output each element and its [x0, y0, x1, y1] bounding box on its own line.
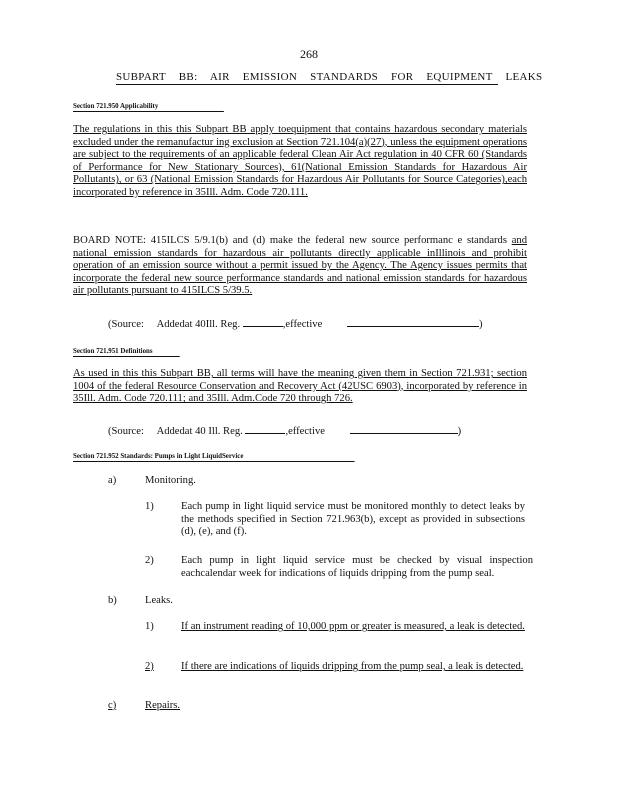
item-b1-label: 1): [145, 621, 154, 632]
source-label: (Source:: [108, 426, 144, 437]
board-note: [73, 235, 527, 298]
source-effective: ,effective: [282, 319, 323, 330]
source-close: ): [457, 426, 462, 437]
source-label: (Source:: [108, 319, 144, 330]
item-b-label: b): [108, 595, 117, 606]
source-added: Addedat 40 Ill. Reg.: [156, 426, 243, 437]
section-heading-721-950: Section 721.950 Applicability: [73, 101, 224, 112]
item-b1-text: If an instrument reading of 10,000 ppm or greater is measured, a leak is detected.: [181, 621, 525, 632]
source-note-721-950: [108, 316, 482, 330]
register-blank: [243, 316, 283, 327]
item-a2-text: Each pump in light liquid service must be checked by visual inspection eachcalendar week for indications of liquids dripping from the pump seal.: [181, 555, 533, 579]
item-a1-text: Each pump in light liquid service must be monitored monthly to detect leaks by the methods specified in Section 721.963(b), except as provided in subsections (d), (e), and (f).: [181, 501, 525, 538]
item-b2-label: 2): [145, 661, 154, 672]
section-heading-721-951: Section 721.951 Definitions: [73, 346, 180, 357]
subpart-title: SUBPART BB: AIR EMISSION STANDARDS FOR EQUIPMENT LEAKS: [116, 71, 543, 83]
item-b-text: Leaks.: [145, 595, 173, 606]
source-added: Addedat 40Ill. Reg.: [156, 319, 241, 330]
date-blank: [350, 423, 458, 434]
definitions-paragraph: As used in this this Subpart BB, all terms will have the meaning given them in Section 721.931; section 1004 of the federal Resource Conservation and Recovery Act (42USC 6903), incorporated by reference in 35Ill. Adm. Code 720.111; and 35Ill. Adm.Code 720 through 726.: [73, 368, 527, 405]
item-a1-label: 1): [145, 501, 154, 512]
item-a-text: Monitoring.: [145, 475, 196, 486]
date-blank: [347, 316, 479, 327]
item-a-label: a): [108, 475, 117, 486]
section-heading-721-952: Section 721.952 Standards: Pumps in Light LiquidService: [73, 451, 355, 462]
item-b2-text: If there are indications of liquids dripping from the pump seal, a leak is detected.: [181, 661, 524, 672]
page-number: 268: [300, 47, 318, 61]
register-blank: [245, 423, 285, 434]
item-c-text: Repairs.: [145, 700, 181, 711]
board-note-body: and national emission standards for hazardous air pollutants directly applicable inIllinois and prohibit operation of an emission source without a permit issued by the Agency. The Agency issues permits that incorporate the federal new source performance standards and national emission standards for hazardous air pollutants pursuant to 415ILCS 5/39.5.: [73, 235, 527, 297]
source-effective: ,effective: [285, 426, 325, 437]
board-note-lead: BOARD NOTE: 415ILCS 5/9.1(b) and (d) make the federal new source performanc e standards: [73, 235, 507, 246]
source-note-721-951: [108, 423, 461, 437]
item-c-label: c): [108, 700, 117, 711]
item-a2-label: 2): [145, 555, 154, 566]
source-close: ): [478, 319, 483, 330]
applicability-paragraph: The regulations in this this Subpart BB apply toequipment that contains hazardous secondary materials excluded under the remanufactur ing exclusion at Section 721.104(a)(27), unless the equipment operations are subject to the requirements of an applicable federal Clean Air Act regulation in 40 CFR 60 (Standards of Performance for New Stationary Sources), 61(National Emission Standards for Hazardous Air Pollutants), or 63 (National Emission Standards for Hazardous Air Pollutants for Source Categories),each incorporated by reference in 35Ill. Adm. Code 720.111.: [73, 124, 527, 198]
